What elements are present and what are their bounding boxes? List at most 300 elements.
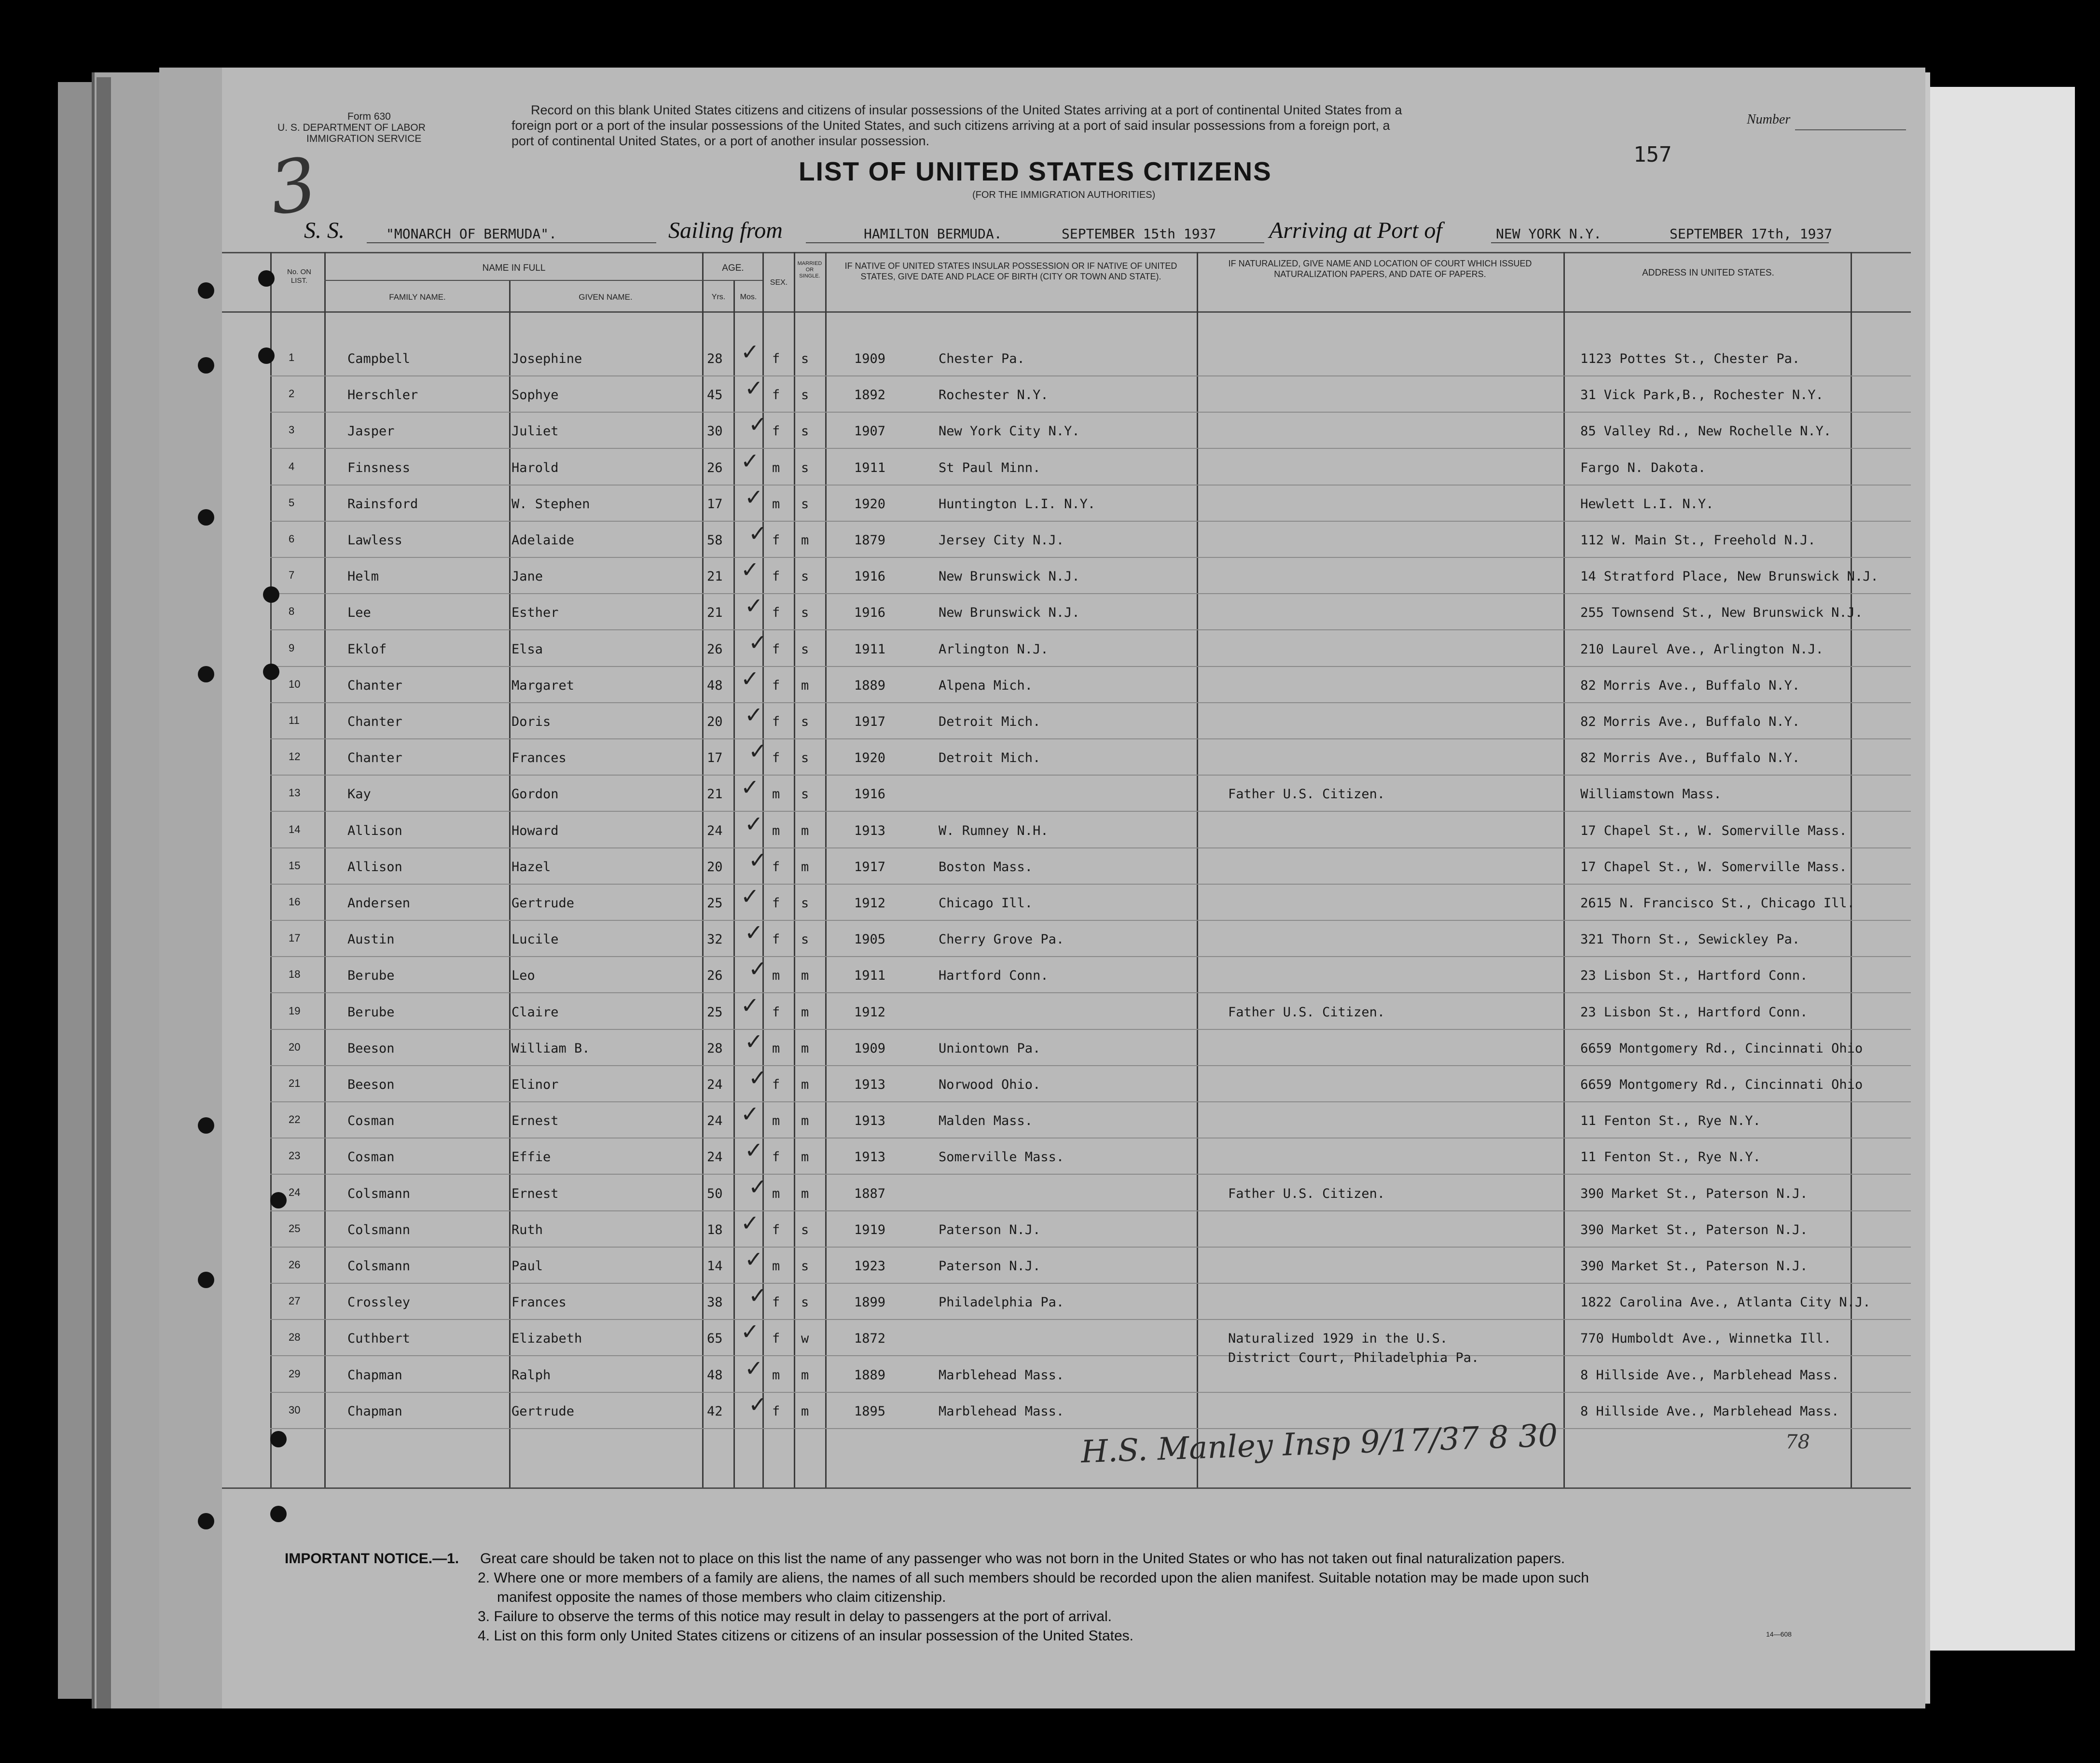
checkmark-icon: ✓ — [745, 375, 763, 402]
punch-hole — [198, 357, 214, 374]
punch-hole — [198, 282, 214, 299]
row-rule — [270, 485, 1911, 486]
row-number: 19 — [289, 1004, 301, 1017]
sex: f — [772, 859, 780, 875]
col-header-age: AGE. — [722, 263, 744, 273]
table-bottom-border — [222, 1487, 1911, 1489]
sex: f — [772, 424, 780, 439]
family-name: Campbell — [347, 351, 411, 366]
sex: f — [772, 1150, 780, 1165]
given-name: Sophye — [511, 388, 559, 403]
age-years: 25 — [707, 896, 723, 911]
age-years: 24 — [707, 1077, 723, 1092]
row-number: 28 — [289, 1331, 301, 1344]
instruction-line-3: port of continental United States, or a port of another insular possession. — [511, 134, 930, 148]
address: 23 Lisbon St., Hartford Conn. — [1580, 968, 1808, 984]
punch-hole — [198, 666, 214, 682]
marital-status: m — [801, 968, 809, 984]
birth-year: 1916 — [854, 569, 886, 584]
address: 17 Chapel St., W. Somerville Mass. — [1580, 859, 1847, 875]
checkmark-icon: ✓ — [748, 629, 767, 655]
age-years: 21 — [707, 605, 723, 621]
ship-underline — [367, 242, 656, 243]
birth-year: 1913 — [854, 823, 886, 838]
row-rule — [270, 992, 1911, 993]
address: 82 Morris Ave., Buffalo N.Y. — [1580, 678, 1800, 693]
birth-place: W. Rumney N.H. — [939, 823, 1049, 838]
address: 6659 Montgomery Rd., Cincinnati Ohio — [1580, 1077, 1863, 1092]
sex: m — [772, 1186, 780, 1201]
sex: f — [772, 678, 780, 693]
age-years: 65 — [707, 1331, 723, 1347]
marital-status: m — [801, 823, 809, 838]
sailing-underline — [806, 242, 1264, 243]
row-number: 26 — [289, 1259, 301, 1271]
family-name: Beeson — [347, 1077, 395, 1092]
birth-place: Alpena Mich. — [939, 678, 1033, 693]
row-number: 25 — [289, 1222, 301, 1235]
sex: f — [772, 750, 780, 766]
sex: f — [772, 569, 780, 584]
row-rule — [270, 775, 1911, 776]
given-name: Margaret — [511, 678, 575, 693]
birth-place: Cherry Grove Pa. — [939, 932, 1064, 947]
age-years: 20 — [707, 714, 723, 729]
age-years: 45 — [707, 388, 723, 403]
column-divider — [825, 252, 827, 1487]
birth-place: Chicago Ill. — [939, 896, 1033, 911]
given-name: Harold — [511, 460, 559, 475]
family-name: Helm — [347, 569, 379, 584]
given-name: Effie — [511, 1150, 551, 1165]
age-years: 38 — [707, 1295, 723, 1310]
birth-place: Chester Pa. — [939, 351, 1025, 366]
row-rule — [270, 593, 1911, 594]
arriving-date: SEPTEMBER 17th, 1937 — [1670, 226, 1833, 242]
family-name: Allison — [347, 859, 402, 875]
birth-place: Norwood Ohio. — [939, 1077, 1041, 1092]
given-name: Elinor — [511, 1077, 559, 1092]
address: 112 W. Main St., Freehold N.J. — [1580, 533, 1816, 548]
row-rule — [270, 920, 1911, 921]
given-name: W. Stephen — [511, 496, 590, 512]
given-name: Adelaide — [511, 533, 575, 548]
age-years: 26 — [707, 460, 723, 475]
notice-line-2: 2. Where one or more members of a family are aliens, the names of all such members should be recorded upon the alien manifest. Suitable notation may be made upon such — [478, 1570, 1589, 1586]
punch-hole — [270, 1431, 287, 1447]
checkmark-icon: ✓ — [745, 702, 763, 728]
checkmark-icon: ✓ — [745, 484, 763, 510]
address: 82 Morris Ave., Buffalo N.Y. — [1580, 714, 1800, 729]
row-rule — [270, 629, 1911, 630]
row-number: 17 — [289, 932, 301, 944]
birth-year: 1899 — [854, 1295, 886, 1310]
age-years: 50 — [707, 1186, 723, 1201]
table-top-border — [222, 252, 1911, 253]
sex: f — [772, 388, 780, 403]
punch-hole — [198, 1117, 214, 1134]
age-years: 30 — [707, 424, 723, 439]
address: 390 Market St., Paterson N.J. — [1580, 1186, 1808, 1201]
checkmark-icon: ✓ — [741, 883, 760, 909]
naturalization: Father U.S. Citizen. — [1228, 787, 1385, 802]
age-years: 28 — [707, 351, 723, 366]
birth-year: 1907 — [854, 424, 886, 439]
checkmark-icon: ✓ — [741, 992, 760, 1018]
family-name: Berube — [347, 968, 395, 984]
sex: f — [772, 1222, 780, 1237]
sex: f — [772, 1004, 780, 1020]
family-name: Lawless — [347, 533, 402, 548]
row-rule — [270, 375, 1911, 376]
address: Williamstown Mass. — [1580, 787, 1722, 802]
arriving-label: Arriving at Port of — [1269, 218, 1442, 243]
birth-place: Somerville Mass. — [939, 1150, 1064, 1165]
naturalization: Father U.S. Citizen. — [1228, 1004, 1385, 1020]
sex: m — [772, 823, 780, 838]
checkmark-icon: ✓ — [745, 919, 763, 946]
birth-year: 1872 — [854, 1331, 886, 1347]
arriving-port: NEW YORK N.Y. — [1496, 226, 1602, 242]
row-rule — [270, 811, 1911, 812]
checkmark-icon: ✓ — [741, 1101, 760, 1127]
sex: m — [772, 1041, 780, 1056]
sailing-from-label: Sailing from — [668, 218, 783, 243]
given-name: Juliet — [511, 424, 559, 439]
marital-status: s — [801, 351, 809, 366]
naturalization: Father U.S. Citizen. — [1228, 1186, 1385, 1201]
column-divider — [702, 252, 704, 1487]
birth-year: 1917 — [854, 714, 886, 729]
address: 255 Townsend St., New Brunswick N.J. — [1580, 605, 1863, 621]
given-name: Jane — [511, 569, 543, 584]
birth-year: 1920 — [854, 750, 886, 766]
row-rule — [270, 1029, 1911, 1030]
sex: f — [772, 1403, 780, 1419]
row-number: 11 — [289, 714, 300, 726]
birth-place: Malden Mass. — [939, 1113, 1033, 1129]
sex: f — [772, 896, 780, 911]
given-name: Claire — [511, 1004, 559, 1020]
checkmark-icon: ✓ — [741, 774, 760, 801]
age-years: 17 — [707, 496, 723, 512]
marital-status: m — [801, 1004, 809, 1020]
sailing-date: SEPTEMBER 15th 1937 — [1062, 226, 1216, 242]
given-name: Elsa — [511, 641, 543, 657]
checkmark-icon: ✓ — [741, 1319, 760, 1345]
checkmark-icon: ✓ — [741, 665, 760, 692]
birth-year: 1911 — [854, 460, 886, 475]
address: 390 Market St., Paterson N.J. — [1580, 1259, 1808, 1274]
age-years: 17 — [707, 750, 723, 766]
marital-status: m — [801, 1113, 809, 1129]
age-years: 28 — [707, 1041, 723, 1056]
sex: f — [772, 641, 780, 657]
row-number: 1 — [289, 351, 295, 363]
age-years: 26 — [707, 968, 723, 984]
age-years: 24 — [707, 1150, 723, 1165]
birth-place: Hartford Conn. — [939, 968, 1049, 984]
col-header-married: MARRIED OR SINGLE. — [797, 261, 822, 279]
given-name: Ernest — [511, 1113, 559, 1129]
row-rule — [270, 738, 1911, 739]
age-years: 26 — [707, 641, 723, 657]
row-number: 3 — [289, 424, 295, 436]
marital-status: s — [801, 388, 809, 403]
checkmark-icon: ✓ — [741, 556, 760, 583]
number-underline — [1795, 129, 1906, 130]
checkmark-icon: ✓ — [745, 1028, 763, 1055]
age-years: 21 — [707, 787, 723, 802]
checkmark-icon: ✓ — [741, 447, 760, 474]
row-rule — [270, 521, 1911, 522]
print-code: 14—608 — [1766, 1630, 1792, 1638]
sex: f — [772, 605, 780, 621]
row-rule — [270, 1247, 1911, 1248]
row-rule — [270, 1319, 1911, 1320]
marital-status: m — [801, 533, 809, 548]
age-years: 48 — [707, 1367, 723, 1383]
age-years: 14 — [707, 1259, 723, 1274]
row-rule — [270, 884, 1911, 885]
checkmark-icon: ✓ — [748, 1173, 767, 1200]
sex: f — [772, 351, 780, 366]
marital-status: s — [801, 569, 809, 584]
row-rule — [270, 1392, 1911, 1393]
col-header-mos: Mos. — [740, 293, 757, 301]
given-name: Elizabeth — [511, 1331, 582, 1347]
marital-status: m — [801, 859, 809, 875]
birth-year: 1889 — [854, 1367, 886, 1383]
family-name: Colsmann — [347, 1259, 411, 1274]
birth-year: 1909 — [854, 1041, 886, 1056]
notice-line-4: 3. Failure to observe the terms of this notice may result in delay to passengers at the port of arrival. — [478, 1609, 1112, 1624]
marital-status: s — [801, 641, 809, 657]
checkmark-icon: ✓ — [748, 520, 767, 546]
birth-place: Huntington L.I. N.Y. — [939, 496, 1096, 512]
given-name: Gertrude — [511, 896, 575, 911]
row-rule — [270, 1210, 1911, 1211]
sheet-left-margin — [159, 68, 222, 1708]
checkmark-icon: ✓ — [748, 847, 767, 873]
birth-year: 1920 — [854, 496, 886, 512]
birth-place: New Brunswick N.J. — [939, 569, 1080, 584]
row-number: 13 — [289, 787, 301, 799]
col-header-given: GIVEN NAME. — [579, 292, 633, 302]
family-name: Cosman — [347, 1113, 395, 1129]
given-name: Howard — [511, 823, 559, 838]
row-rule — [270, 1428, 1911, 1429]
punch-hole — [258, 270, 275, 287]
page-binding-strip — [97, 77, 111, 1708]
address: 321 Thorn St., Sewickley Pa. — [1580, 932, 1800, 947]
age-years: 21 — [707, 569, 723, 584]
row-number: 6 — [289, 533, 295, 545]
column-divider — [1563, 252, 1565, 1487]
marital-status: s — [801, 1295, 809, 1310]
given-name: Gertrude — [511, 1403, 575, 1419]
row-rule — [270, 956, 1911, 957]
birth-place: Arlington N.J. — [939, 641, 1049, 657]
birth-year: 1913 — [854, 1077, 886, 1092]
family-name: Andersen — [347, 896, 411, 911]
row-number: 18 — [289, 968, 301, 981]
col-header-address: ADDRESS IN UNITED STATES. — [1642, 268, 1774, 278]
family-name: Colsmann — [347, 1222, 411, 1237]
sex: m — [772, 496, 780, 512]
row-number: 16 — [289, 896, 301, 908]
checkmark-icon: ✓ — [745, 1355, 763, 1381]
department-label: U. S. DEPARTMENT OF LABOR — [277, 122, 426, 133]
age-years: 24 — [707, 823, 723, 838]
address: 8 Hillside Ave., Marblehead Mass. — [1580, 1367, 1839, 1383]
form-number: Form 630 — [347, 111, 391, 122]
age-years: 18 — [707, 1222, 723, 1237]
row-number: 4 — [289, 460, 295, 472]
age-years: 24 — [707, 1113, 723, 1129]
checkmark-icon: ✓ — [745, 810, 763, 837]
punch-hole — [270, 1192, 287, 1208]
sex: m — [772, 787, 780, 802]
row-rule — [270, 666, 1911, 667]
birth-year: 1916 — [854, 787, 886, 802]
birth-place: Detroit Mich. — [939, 714, 1041, 729]
birth-year: 1911 — [854, 968, 886, 984]
birth-place: Detroit Mich. — [939, 750, 1041, 766]
checkmark-icon: ✓ — [748, 738, 767, 764]
ship-name: "MONARCH OF BERMUDA". — [386, 226, 557, 242]
punch-hole — [263, 664, 279, 680]
address: 31 Vick Park,B., Rochester N.Y. — [1580, 388, 1824, 403]
arriving-underline — [1491, 242, 1829, 243]
row-number: 5 — [289, 496, 295, 509]
birth-place: Rochester N.Y. — [939, 388, 1049, 403]
marital-status: s — [801, 787, 809, 802]
row-number: 9 — [289, 641, 295, 654]
family-name: Colsmann — [347, 1186, 411, 1201]
sex: f — [772, 533, 780, 548]
naturalization: Naturalized 1929 in the U.S. — [1228, 1331, 1448, 1347]
marital-status: m — [801, 1041, 809, 1056]
service-label: IMMIGRATION SERVICE — [306, 133, 422, 144]
birth-place: Marblehead Mass. — [939, 1367, 1064, 1383]
birth-year: 1909 — [854, 351, 886, 366]
punch-hole — [263, 586, 279, 603]
marital-status: s — [801, 605, 809, 621]
row-number: 22 — [289, 1113, 301, 1126]
birth-year: 1916 — [854, 605, 886, 621]
address: 82 Morris Ave., Buffalo N.Y. — [1580, 750, 1800, 766]
sex: f — [772, 1295, 780, 1310]
col-header-family: FAMILY NAME. — [389, 292, 446, 302]
family-name: Chapman — [347, 1403, 402, 1419]
birth-year: 1889 — [854, 678, 886, 693]
row-number: 21 — [289, 1077, 301, 1089]
punch-hole — [198, 1513, 214, 1529]
birth-year: 1905 — [854, 932, 886, 947]
notice-line-5: 4. List on this form only United States citizens or citizens of an insular possession of the United States. — [478, 1628, 1134, 1644]
given-name: Ernest — [511, 1186, 559, 1201]
sailing-from-port: HAMILTON BERMUDA. — [864, 226, 1002, 242]
instruction-line-1: Record on this blank United States citizens and citizens of insular possessions of the United States arriving at a port of continental United States from a — [531, 103, 1402, 117]
row-rule — [270, 1174, 1911, 1175]
birth-year: 1895 — [854, 1403, 886, 1419]
marital-status: m — [801, 1403, 809, 1419]
family-name: Berube — [347, 1004, 395, 1020]
family-name: Rainsford — [347, 496, 418, 512]
marital-status: m — [801, 678, 809, 693]
row-rule — [270, 847, 1911, 848]
manifest-sheet — [159, 68, 1925, 1708]
given-name: Esther — [511, 605, 559, 621]
birth-place: St Paul Minn. — [939, 460, 1041, 475]
birth-place: Paterson N.J. — [939, 1222, 1041, 1237]
row-number: 15 — [289, 859, 301, 872]
checkmark-icon: ✓ — [748, 1282, 767, 1309]
given-name: Doris — [511, 714, 551, 729]
family-name: Allison — [347, 823, 402, 838]
handwritten-note: 78 — [1785, 1431, 1810, 1453]
marital-status: m — [801, 1150, 809, 1165]
birth-place: New Brunswick N.J. — [939, 605, 1080, 621]
address: 6659 Montgomery Rd., Cincinnati Ohio — [1580, 1041, 1863, 1056]
given-name: Paul — [511, 1259, 543, 1274]
birth-place: Boston Mass. — [939, 859, 1033, 875]
marital-status: m — [801, 1077, 809, 1092]
address: 2615 N. Francisco St., Chicago Ill. — [1580, 896, 1855, 911]
row-number: 27 — [289, 1295, 301, 1307]
page-title: LIST OF UNITED STATES CITIZENS — [799, 156, 1272, 186]
row-rule — [270, 1065, 1911, 1066]
row-rule — [270, 1355, 1911, 1356]
checkmark-icon: ✓ — [748, 956, 767, 982]
row-rule — [270, 557, 1911, 558]
age-years: 25 — [707, 1004, 723, 1020]
col-header-no: No. ON LIST. — [287, 268, 311, 285]
given-name: Josephine — [511, 351, 582, 366]
age-years: 48 — [707, 678, 723, 693]
row-number: 30 — [289, 1403, 301, 1416]
family-name: Cuthbert — [347, 1331, 411, 1347]
age-years: 58 — [707, 533, 723, 548]
given-name: Hazel — [511, 859, 551, 875]
family-name: Crossley — [347, 1295, 411, 1310]
given-name: Gordon — [511, 787, 559, 802]
family-name: Chanter — [347, 750, 402, 766]
given-name: Ruth — [511, 1222, 543, 1237]
birth-place: New York City N.Y. — [939, 424, 1080, 439]
col-header-naturalized: IF NATURALIZED, GIVE NAME AND LOCATION OF COURT WHICH ISSUED NATURALIZATION PAPERS, AND DATE OF PAPERS. — [1228, 259, 1532, 279]
given-name: Frances — [511, 1295, 566, 1310]
sex: f — [772, 1077, 780, 1092]
birth-year: 1912 — [854, 1004, 886, 1020]
birth-year: 1911 — [854, 641, 886, 657]
marital-status: m — [801, 1186, 809, 1201]
birth-year: 1923 — [854, 1259, 886, 1274]
address: 210 Laurel Ave., Arlington N.J. — [1580, 641, 1824, 657]
birth-year: 1913 — [854, 1113, 886, 1129]
sheet-number: 157 — [1633, 142, 1672, 167]
row-number: 23 — [289, 1150, 301, 1162]
punch-hole — [270, 1506, 287, 1522]
table-header-border — [222, 311, 1911, 313]
naturalization-line-2: District Court, Philadelphia Pa. — [1228, 1350, 1479, 1366]
punch-hole — [198, 1272, 214, 1288]
given-name: Leo — [511, 968, 535, 984]
marital-status: s — [801, 424, 809, 439]
family-name: Kay — [347, 787, 371, 802]
family-name: Jasper — [347, 424, 395, 439]
